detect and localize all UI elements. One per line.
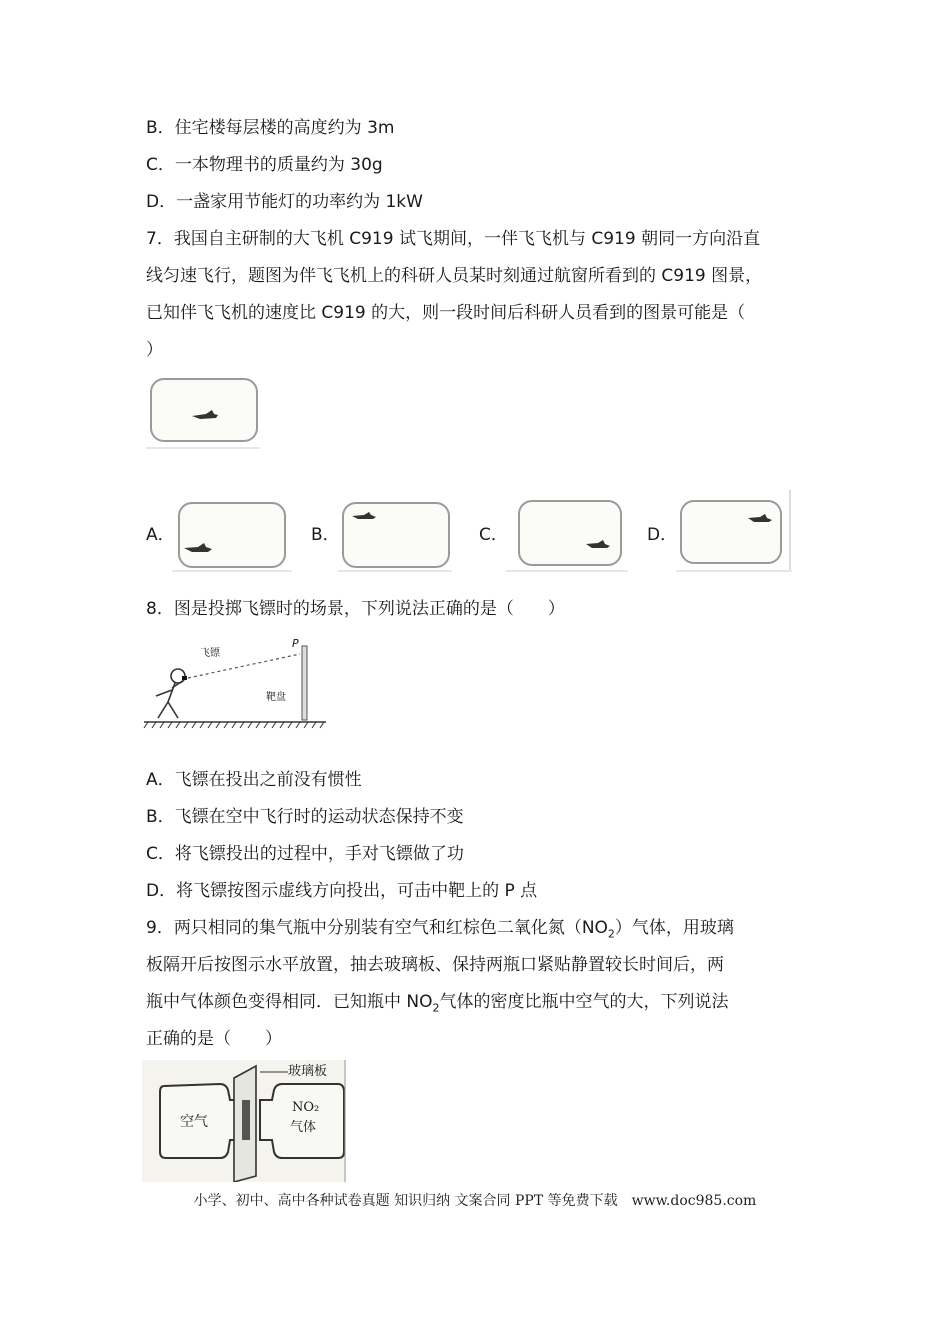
- c919-plane-icon: [338, 500, 454, 572]
- q7-option-c-figure: [506, 492, 630, 572]
- q9-stem-line1: 9．两只相同的集气瓶中分别装有空气和红棕色二氧化氮$(NO_2)$气体，用玻璃: [146, 918, 734, 941]
- q9-stem-line2: 板隔开后按图示水平放置，抽去玻璃板、保持两瓶口紧贴静置较长时间后，两: [146, 955, 724, 975]
- q7-option-b-figure: [338, 500, 454, 572]
- q8-figure-label-point: P: [292, 637, 299, 650]
- q7-option-d-label: D．: [647, 525, 678, 545]
- q8-stem: 8．图是投掷飞镖时的场景，下列说法正确的是（ ）: [146, 599, 565, 619]
- page-footer: 小学、初中、高中各种试卷真题 知识归纳 文案合同 PPT 等免费下载 www.doc985.com: [193, 1193, 757, 1209]
- q8-option-a: A．飞镖在投出之前没有惯性: [146, 770, 362, 790]
- q7-stem-line2: 线匀速飞行，题图为伴飞飞机上的科研人员某时刻通过航窗所看到的 C919 图景，: [146, 266, 763, 286]
- q6-option-b: B．住宅楼每层楼的高度约为 3m: [146, 118, 395, 138]
- q8-figure-label-target: 靶盘: [266, 692, 286, 703]
- q8-dart-throwing-figure: [142, 636, 328, 732]
- q7-stem-line1: 7．我国自主研制的大飞机 C919 试飞期间，一伴飞飞机与 C919 朝同一方向沿直: [146, 229, 761, 249]
- q7-reference-window-figure: [144, 374, 262, 450]
- q7-stem-line4: ）: [146, 340, 163, 360]
- q9-figure-label-air: 空气: [180, 1114, 208, 1130]
- q9-figure-label-gas: 气体: [290, 1120, 317, 1135]
- q7-option-a-label: A．: [146, 525, 175, 545]
- c919-plane-icon: [506, 492, 630, 572]
- q7-option-c-label: C．: [479, 525, 508, 545]
- q7-option-a-figure: [172, 500, 294, 572]
- q8-option-b: B．飞镖在空中飞行时的运动状态保持不变: [146, 807, 464, 827]
- q9-gas-bottles-figure: [142, 1060, 346, 1182]
- q9-figure-label-glass: 玻璃板: [288, 1064, 328, 1079]
- q6-option-c: C．一本物理书的质量约为 30g: [146, 155, 383, 175]
- q9-stem-line3: 瓶中气体颜色变得相同．已知瓶中 $NO_2$气体的密度比瓶中空气的大，下列说法: [146, 992, 729, 1015]
- c919-plane-icon: [144, 374, 262, 450]
- q8-figure-label-dart: 飞镖: [200, 648, 220, 659]
- q6-option-d: D．一盏家用节能灯的功率约为 1kW: [146, 192, 423, 212]
- q7-option-d-figure: [676, 490, 792, 572]
- c919-plane-icon: [172, 500, 294, 572]
- q8-option-c: C．将飞镖投出的过程中，手对飞镖做了功: [146, 844, 464, 864]
- q7-stem-line3: 已知伴飞飞机的速度比 C919 的大，则一段时间后科研人员看到的图景可能是（: [146, 303, 746, 323]
- q8-option-d: D．将飞镖按图示虚线方向投出，可击中靶上的 P 点: [146, 881, 538, 901]
- q9-figure-label-no2: NO₂: [292, 1100, 320, 1115]
- q7-option-b-label: B．: [311, 525, 340, 545]
- c919-plane-icon: [676, 490, 792, 572]
- q9-stem-line4: 正确的是（ ）: [146, 1029, 282, 1049]
